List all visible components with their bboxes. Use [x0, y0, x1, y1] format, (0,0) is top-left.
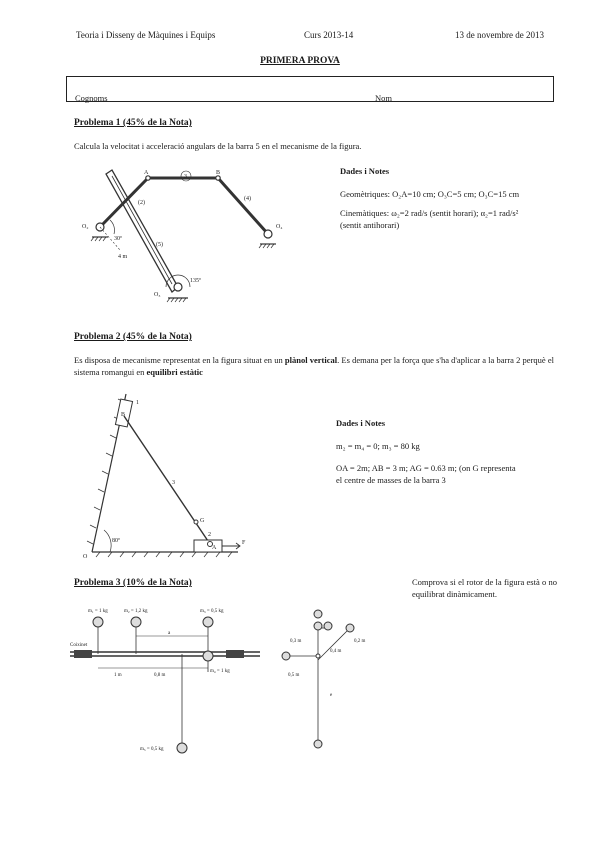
exam-date: 13 de novembre de 2013 — [455, 30, 544, 40]
label-r2: 0,2 m — [354, 639, 366, 644]
problem1-geometric: Geomètriques: O₂A=10 cm; O₃C=5 cm; O₃C=15 cm — [340, 189, 520, 199]
label-angle-30: 30º — [114, 236, 122, 242]
label-angle: 80º — [112, 538, 120, 544]
academic-year: Curs 2013-14 — [304, 30, 354, 40]
problem2-masses: m₂ = m₄ = 0; m₃ = 80 kg — [336, 441, 420, 451]
label-dim: 4 m — [118, 254, 128, 260]
label-bearing: Coixinet — [70, 643, 88, 648]
label-A: A — [212, 545, 217, 551]
course-name: Teoria i Disseny de Màquines i Equips — [76, 30, 216, 40]
surname-label: Cognoms — [75, 93, 108, 103]
label-e: e — [330, 693, 333, 698]
problem2-lengths: OA = 2m; AB = 3 m; AG = 0.63 m; (on G representa — [336, 463, 516, 473]
problem1-statement: Calcula la velocitat i acceleració angulars de la barra 5 en el mecanisme de la figura. — [74, 141, 362, 151]
label-m4: m₄ = 1 kg — [210, 669, 230, 674]
label-O4: O₄ — [276, 224, 283, 230]
label-m1: m₁ = 1 kg — [88, 609, 108, 614]
label-O3: O₃ — [154, 292, 161, 298]
problem2-lengths-2: el centre de masses de la barra 3 — [336, 475, 446, 485]
label-B: B — [216, 170, 221, 176]
problem1-figure — [78, 162, 318, 310]
label-bar3: 3 — [172, 480, 175, 486]
label-B: B — [121, 412, 126, 418]
label-G: G — [200, 518, 205, 524]
label-O2: O₂ — [82, 224, 89, 230]
problem3-rotor-end-figure — [270, 600, 390, 760]
label-m2: m₂ = 1,2 kg — [124, 609, 148, 614]
problem2-statement: Es disposa de mecanisme representat en la figura situat en un plànol vertical. Es demana per la força que s'ha d'aplicar a la barra 2 perquè el sistema romangui en equilibri estàtic — [74, 355, 554, 377]
label-d3: 0,5 m — [288, 673, 300, 678]
page-title: PRIMERA PROVA — [260, 56, 340, 66]
problem1-kinematic-1: Cinemàtiques: ω₂=2 rad/s (sentit horari); α₂=1 rad/s² — [340, 208, 519, 218]
label-m5: m₅ = 0,5 kg — [140, 747, 164, 752]
name-box — [66, 76, 554, 102]
problem3-rotor-side-figure — [70, 600, 260, 760]
problem2-figure — [80, 392, 260, 562]
problem2-data-title: Dades i Notes — [336, 418, 386, 428]
label-a: a — [168, 631, 171, 636]
name-label: Nom — [375, 93, 392, 103]
label-bar1: 1 — [136, 400, 139, 406]
label-r3: 0,4 m — [330, 649, 342, 654]
problem2-title: Problema 2 (45% de la Nota) — [74, 332, 192, 342]
problem1-kinematic-2: (sentit antihorari) — [340, 220, 400, 230]
problem3-title: Problema 3 (10% de la Nota) — [74, 578, 192, 588]
label-r1: 0,3 m — [290, 639, 302, 644]
label-F: F — [242, 540, 246, 546]
label-bar5: (5) — [156, 242, 163, 248]
label-A: A — [144, 170, 149, 176]
label-bar3: 3 — [184, 174, 187, 180]
problem1-data-title: Dades i Notes — [340, 166, 390, 176]
problem3-statement: Comprova si el rotor de la figura està o no equilibrat dinàmicament. — [412, 577, 557, 599]
problem1-title: Problema 1 (45% de la Nota) — [74, 118, 192, 128]
label-d2: 0,8 m — [154, 673, 166, 678]
label-angle-135: 135º — [190, 278, 201, 284]
label-bar2: (2) — [138, 200, 145, 206]
label-bar4: (4) — [244, 196, 251, 202]
label-m3: m₃ = 0,5 kg — [200, 609, 224, 614]
label-bar2: 2 — [208, 532, 211, 538]
label-O: O — [83, 554, 88, 560]
label-d1: 1 m — [114, 673, 122, 678]
